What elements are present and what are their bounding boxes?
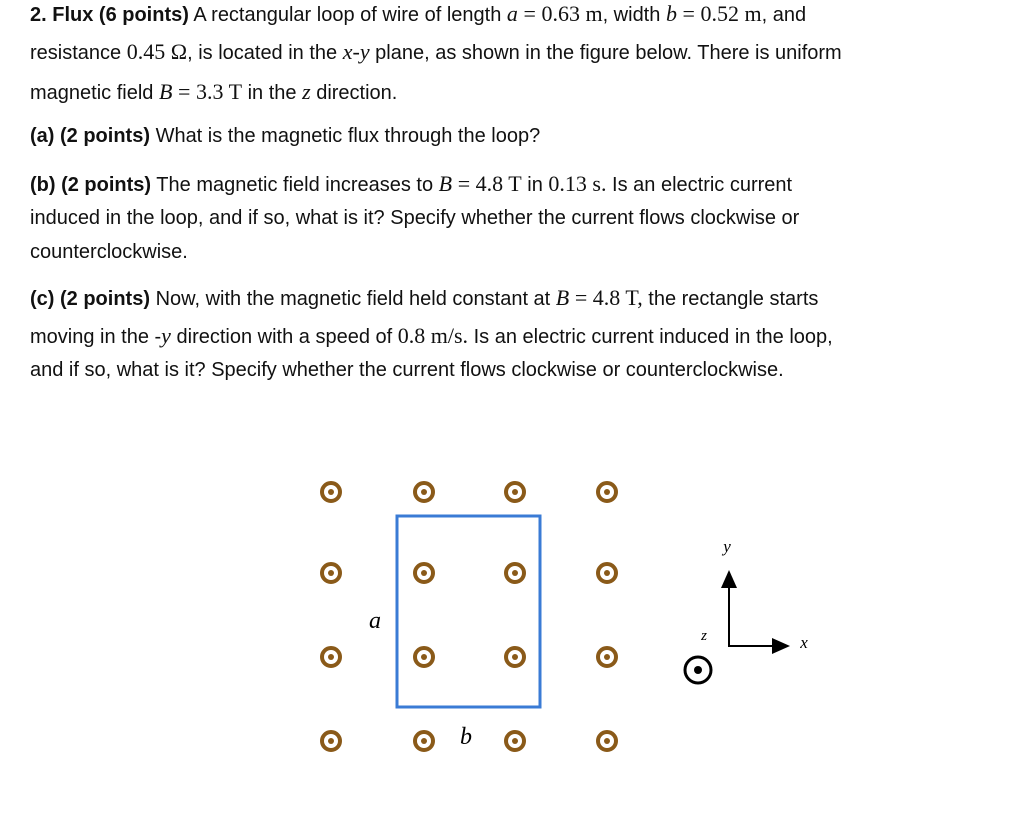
part-b-line-2: induced in the loop, and if so, what is it? Specify whether the current flows clockwise or — [30, 207, 800, 229]
problem-text: direction. — [316, 82, 398, 104]
var-xy: x-y — [342, 39, 370, 64]
problem-title: 2. Flux (6 points) — [30, 4, 189, 26]
equals: = — [177, 79, 191, 104]
field-out-of-page-icon — [598, 732, 616, 750]
equals: = — [523, 1, 536, 26]
field-out-of-page-icon — [598, 648, 616, 666]
field-out-of-page-icon — [506, 732, 524, 750]
field-dots — [322, 483, 616, 750]
field-out-of-page-icon — [506, 483, 524, 501]
var-y: y — [161, 323, 171, 348]
field-out-of-page-icon — [322, 648, 340, 666]
field-out-of-page-icon — [506, 564, 524, 582]
part-b-label: (b) (2 points) — [30, 174, 152, 196]
part-c-text: direction with a speed of — [176, 326, 393, 348]
equals: = — [574, 285, 588, 310]
speed-value: 0.8 m/s. — [397, 323, 469, 348]
loop-length-label: a — [369, 608, 381, 634]
field-out-of-page-icon — [598, 483, 616, 501]
problem-text: , and — [761, 4, 807, 26]
z-axis-label: z — [701, 628, 707, 644]
part-b-line-3: counterclockwise. — [30, 241, 188, 263]
part-c-text: Is an electric current induced in the loop, — [468, 326, 833, 348]
wire-loop — [397, 516, 540, 707]
problem-text: resistance — [30, 42, 122, 64]
problem-text: A rectangular loop of wire of length — [193, 4, 502, 26]
problem-text: magnetic field — [30, 82, 154, 104]
field-out-of-page-icon — [415, 648, 433, 666]
field-out-of-page-icon — [322, 732, 340, 750]
part-c-text: the rectangle starts — [648, 288, 819, 310]
width-value: 0.52 m — [700, 1, 762, 26]
problem-text: plane, as shown in the figure below. There is uniform — [375, 42, 842, 64]
equals: = — [682, 1, 695, 26]
part-a-label: (a) (2 points) — [30, 125, 150, 147]
resistance-value: 0.45 Ω — [126, 39, 188, 64]
equals: = — [457, 171, 471, 196]
problem-text: , is located in the — [187, 42, 338, 64]
part-c-text: Now, with the magnetic field held constant at — [155, 288, 551, 310]
problem-text: , width — [602, 4, 661, 26]
loop-width-label: b — [460, 724, 472, 750]
field-out-of-page-icon — [322, 483, 340, 501]
field-value-2: 4.8 T — [475, 171, 522, 196]
part-b-text: in — [527, 174, 543, 196]
var-B: B — [158, 79, 173, 104]
var-B: B — [438, 171, 453, 196]
part-c-text: moving in the - — [30, 326, 162, 348]
field-out-of-page-icon — [415, 483, 433, 501]
part-c-line-3: and if so, what is it? Specify whether the current flows clockwise or counterclockwise. — [30, 359, 784, 381]
z-axis-dot — [694, 666, 702, 674]
var-z: z — [302, 79, 311, 104]
part-c-label: (c) (2 points) — [30, 288, 150, 310]
var-b: b — [665, 1, 677, 26]
part-b-text: Is an electric current — [606, 174, 793, 196]
y-axis-arrow-icon — [721, 570, 737, 588]
x-axis-arrow-icon — [772, 638, 790, 654]
part-a-text: What is the magnetic flux through the loop? — [155, 125, 541, 147]
time-value: 0.13 s. — [548, 171, 607, 196]
problem-text: in the — [247, 82, 297, 104]
field-value-1: 3.3 T — [195, 79, 243, 104]
y-axis-label: y — [723, 537, 731, 556]
x-axis-label: x — [800, 633, 808, 652]
field-value-3: 4.8 T, — [592, 285, 643, 310]
field-out-of-page-icon — [415, 564, 433, 582]
part-b-text: The magnetic field increases to — [156, 174, 434, 196]
var-a: a — [506, 1, 518, 26]
field-out-of-page-icon — [598, 564, 616, 582]
field-out-of-page-icon — [322, 564, 340, 582]
var-B: B — [555, 285, 570, 310]
field-out-of-page-icon — [506, 648, 524, 666]
length-value: 0.63 m — [541, 1, 603, 26]
field-out-of-page-icon — [415, 732, 433, 750]
